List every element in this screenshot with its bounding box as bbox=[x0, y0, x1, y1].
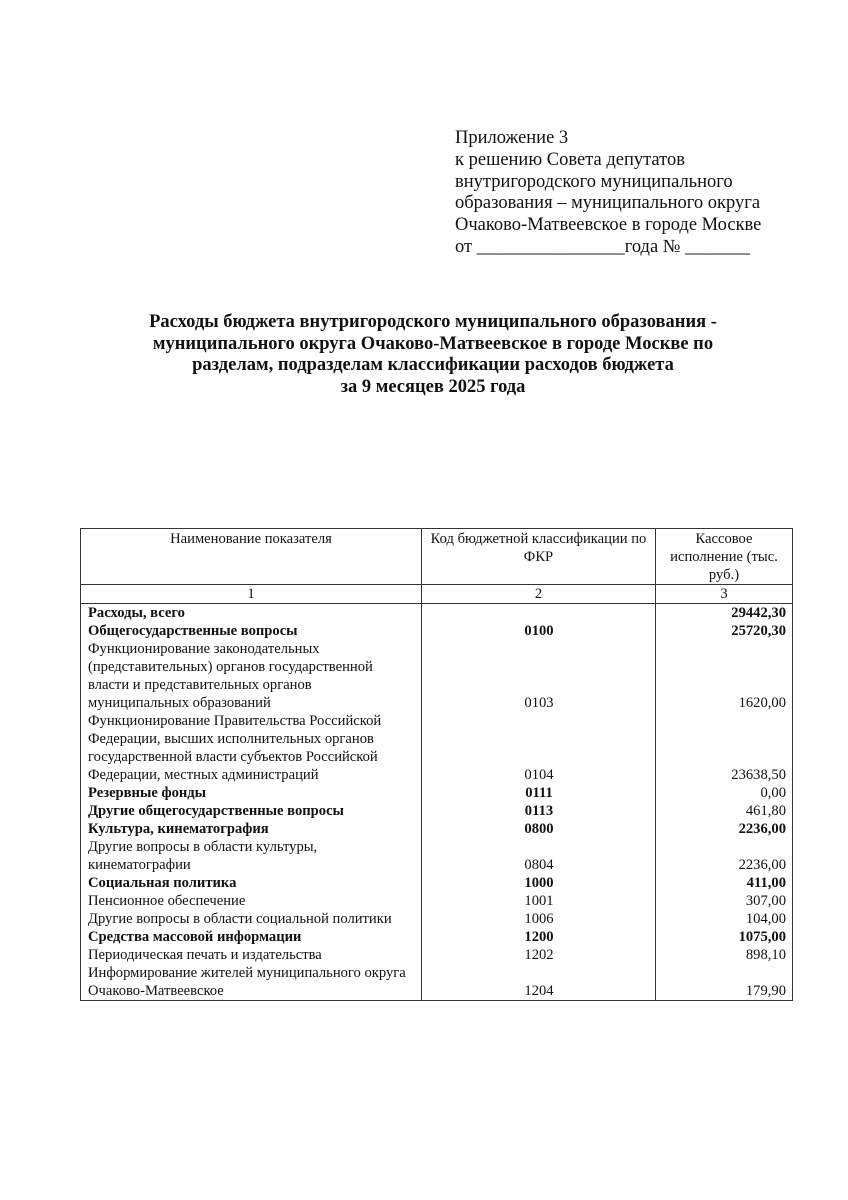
row-code bbox=[422, 604, 656, 623]
title-line: разделам, подразделам классификации расходов бюджета bbox=[192, 355, 674, 375]
row-name: Периодическая печать и издательства bbox=[81, 946, 422, 964]
row-amount: 2236,00 bbox=[656, 820, 793, 838]
row-name: Функционирование Правительства Российской Федерации, высших исполнительных органов государственной власти субъектов Российской Федерации, местных администраций bbox=[81, 712, 422, 784]
row-name: Пенсионное обеспечение bbox=[81, 892, 422, 910]
column-number: 1 bbox=[81, 585, 422, 604]
row-amount: 898,10 bbox=[656, 946, 793, 964]
appendix-line: внутригородского муниципального bbox=[455, 171, 733, 192]
row-name: Социальная политика bbox=[81, 874, 422, 892]
table-row bbox=[81, 910, 793, 928]
row-name: Расходы, всего bbox=[81, 604, 422, 623]
header-cash-execution: Кассовое исполнение (тыс. руб.) bbox=[656, 529, 793, 585]
row-amount: 104,00 bbox=[656, 910, 793, 928]
row-amount: 179,90 bbox=[656, 964, 793, 1001]
column-number: 3 bbox=[656, 585, 793, 604]
row-code: 1000 bbox=[422, 874, 656, 892]
row-name: Функционирование законодательных (представительных) органов государственной власти и представительных органов муниципальных образований bbox=[81, 640, 422, 712]
table-row bbox=[81, 964, 793, 1001]
row-code: 0100 bbox=[422, 622, 656, 640]
table-row bbox=[81, 712, 793, 784]
table-row bbox=[81, 838, 793, 874]
row-name: Информирование жителей муниципального округа Очаково-Матвеевское bbox=[81, 964, 422, 1001]
table-row-section bbox=[81, 874, 793, 892]
row-amount: 1075,00 bbox=[656, 928, 793, 946]
row-code: 0111 bbox=[422, 784, 656, 802]
table-row bbox=[81, 892, 793, 910]
row-code: 0800 bbox=[422, 820, 656, 838]
row-amount: 25720,30 bbox=[656, 622, 793, 640]
document-title bbox=[100, 312, 766, 398]
table-row-total bbox=[81, 604, 793, 623]
header-classification-code: Код бюджетной классификации по ФКР bbox=[422, 529, 656, 585]
row-code: 1006 bbox=[422, 910, 656, 928]
row-code: 0113 bbox=[422, 802, 656, 820]
row-amount: 1620,00 bbox=[656, 640, 793, 712]
row-name: Культура, кинематография bbox=[81, 820, 422, 838]
appendix-header bbox=[455, 128, 835, 259]
row-code: 1202 bbox=[422, 946, 656, 964]
table-header-row bbox=[81, 529, 793, 585]
row-code: 1001 bbox=[422, 892, 656, 910]
table-row bbox=[81, 784, 793, 802]
budget-expenses-table bbox=[80, 528, 793, 1001]
appendix-line: к решению Совета депутатов bbox=[455, 149, 685, 170]
row-name: Общегосударственные вопросы bbox=[81, 622, 422, 640]
header-indicator-name: Наименование показателя bbox=[81, 529, 422, 585]
table-row-section bbox=[81, 820, 793, 838]
table-row bbox=[81, 802, 793, 820]
table-row bbox=[81, 640, 793, 712]
table-row bbox=[81, 946, 793, 964]
column-number: 2 bbox=[422, 585, 656, 604]
row-code: 1200 bbox=[422, 928, 656, 946]
row-code: 1204 bbox=[422, 964, 656, 1001]
column-number-row bbox=[81, 585, 793, 604]
title-line: Расходы бюджета внутригородского муниципального образования - bbox=[149, 312, 717, 332]
title-line: муниципального округа Очаково-Матвеевское в городе Москве по bbox=[152, 333, 714, 354]
appendix-line: Очаково-Матвеевское в городе Москве bbox=[455, 215, 762, 236]
appendix-line: образования – муниципального округа bbox=[455, 193, 761, 214]
appendix-line: Приложение 3 bbox=[455, 128, 569, 148]
row-code: 0103 bbox=[422, 640, 656, 712]
row-code: 0104 bbox=[422, 712, 656, 784]
row-code: 0804 bbox=[422, 838, 656, 874]
table-row-section bbox=[81, 622, 793, 640]
row-name: Другие вопросы в области социальной политики bbox=[81, 910, 422, 928]
title-line: за 9 месяцев 2025 года bbox=[340, 376, 526, 397]
row-name: Средства массовой информации bbox=[81, 928, 422, 946]
row-name: Другие общегосударственные вопросы bbox=[81, 802, 422, 820]
row-amount: 2236,00 bbox=[656, 838, 793, 874]
row-amount: 411,00 bbox=[656, 874, 793, 892]
row-amount: 29442,30 bbox=[656, 604, 793, 623]
row-amount: 0,00 bbox=[656, 784, 793, 802]
row-name: Другие вопросы в области культуры, кинематографии bbox=[81, 838, 422, 874]
row-amount: 461,80 bbox=[656, 802, 793, 820]
row-amount: 307,00 bbox=[656, 892, 793, 910]
appendix-line: от ________________года № _______ bbox=[455, 236, 750, 257]
table-row-section bbox=[81, 928, 793, 946]
row-name: Резервные фонды bbox=[81, 784, 422, 802]
row-amount: 23638,50 bbox=[656, 712, 793, 784]
